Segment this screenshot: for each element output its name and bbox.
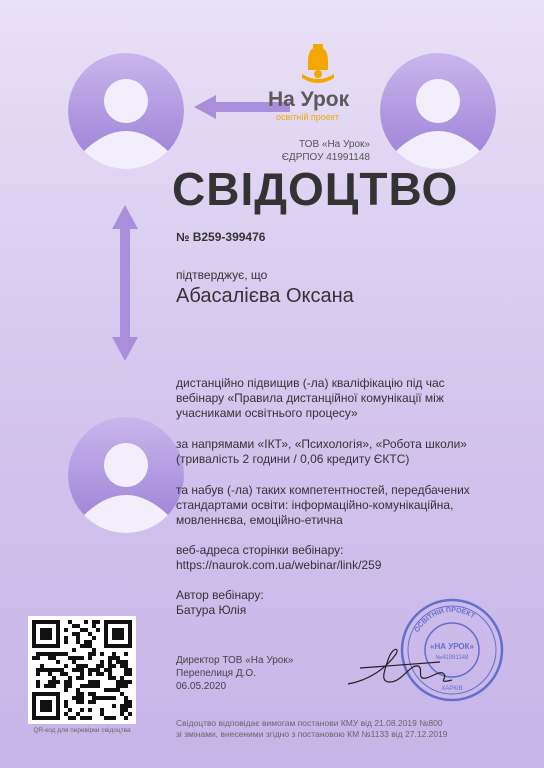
qr-caption: QR-код для перевірки свідоцтва — [33, 727, 131, 734]
text-line: та набув (-ла) таких компетентностей, передбачених — [176, 483, 470, 497]
director-block — [176, 654, 293, 693]
text-line: стандартами освіти: інформаційно-комунікаційна, — [176, 498, 454, 512]
text-line: (тривалість 2 години / 0,06 кредиту ЄКТС) — [176, 452, 410, 466]
certificate-title: СВІДОЦТВО — [172, 163, 459, 215]
legal-footer — [176, 718, 448, 740]
issue-date: 06.05.2020 — [176, 681, 227, 692]
webinar-url-block — [176, 543, 381, 573]
org-code: ЄДРПОУ 41991148 — [281, 152, 370, 163]
director-name: Перепелиця Д.О. — [176, 668, 256, 679]
avatar-placeholder-top-right — [380, 53, 496, 169]
org-name: ТОВ «На Урок» — [299, 139, 370, 150]
author-block — [176, 588, 264, 618]
webinar-url: https://naurok.com.ua/webinar/link/259 — [176, 558, 382, 572]
director-signature — [340, 632, 463, 694]
text-line: вебінару «Правила дистанційної комунікації між — [176, 391, 444, 405]
text-line: мовленнєва, емоційно-етична — [176, 513, 343, 527]
logo-subtitle: освітній проект — [276, 112, 339, 122]
course-paragraph — [176, 376, 445, 421]
org-info — [270, 138, 370, 164]
stamp-code: №41991148 — [435, 655, 469, 661]
footer-line: зі змінами, внесеними згідно з постановою КМ №1133 від 27.12.2019 — [176, 729, 448, 739]
text-line: учасниками освітнього процесу» — [176, 406, 358, 420]
bell-logo-icon — [300, 44, 336, 88]
avatar-placeholder-bottom-left — [68, 417, 184, 533]
confirms-label: підтверджує, що — [176, 268, 268, 282]
avatar-placeholder-top-left — [68, 53, 184, 169]
qr-code — [28, 616, 136, 724]
topics-paragraph — [176, 437, 467, 467]
author-label: Автор вебінару: — [176, 588, 264, 602]
author-name: Батура Юлія — [176, 603, 247, 617]
competencies-paragraph — [176, 483, 470, 528]
director-title: Директор ТОВ «На Урок» — [176, 655, 294, 666]
stamp-center-text: «НА УРОК» — [430, 642, 474, 651]
stamp-city: ХАРКІВ — [441, 686, 463, 692]
text-line: за напрямами «ІКТ», «Психологія», «Робота школи» — [176, 437, 467, 451]
text-line: дистанційно підвищив (-ла) кваліфікацію під час — [176, 376, 445, 390]
webinar-url-label: веб-адреса сторінки вебінару: — [176, 543, 344, 557]
logo-name: На Урок — [268, 88, 350, 111]
certificate-number: № B259-399476 — [176, 230, 266, 244]
arrow-vertical-icon — [110, 205, 140, 361]
footer-line: Свідоцтво відповідає вимогам постанови КМУ від 21.08.2019 №800 — [176, 718, 443, 728]
recipient-name: Абасалієва Оксана — [176, 285, 354, 307]
stamp-top-text: ОСВІТНІЙ ПРОЕКТ — [413, 606, 476, 634]
